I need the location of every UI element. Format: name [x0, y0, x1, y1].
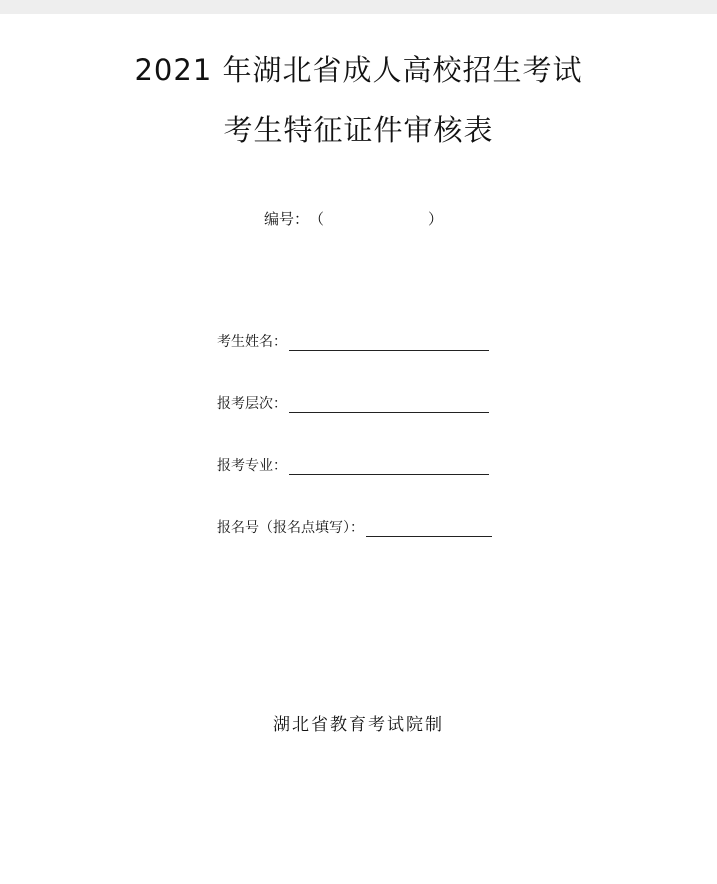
document-page — [0, 14, 717, 884]
field-label: 报考层次： — [217, 396, 287, 412]
field-exam-major — [217, 455, 489, 475]
issuer-text: 湖北省教育考试院制 — [273, 715, 444, 735]
field-label: 报考专业： — [217, 458, 287, 474]
field-blank-line — [289, 396, 489, 413]
serial-label: 编号： — [264, 210, 310, 228]
viewer-top-bar — [0, 0, 717, 14]
document-title-line2: 考生特征证件审核表 — [223, 113, 494, 147]
field-blank-line — [289, 334, 489, 351]
field-candidate-name — [217, 331, 489, 351]
serial-open-paren: （ — [309, 210, 325, 228]
serial-close-paren: ） — [428, 210, 444, 228]
field-blank-line — [289, 458, 489, 475]
field-registration-number — [217, 517, 492, 537]
field-label: 报名号（报名点填写）： — [217, 520, 364, 536]
field-label: 考生姓名： — [217, 334, 287, 350]
field-exam-level — [217, 393, 489, 413]
serial-number-row — [264, 208, 443, 229]
field-blank-line — [366, 520, 492, 537]
document-title-line1: 2021 年湖北省成人高校招生考试 — [134, 53, 583, 87]
